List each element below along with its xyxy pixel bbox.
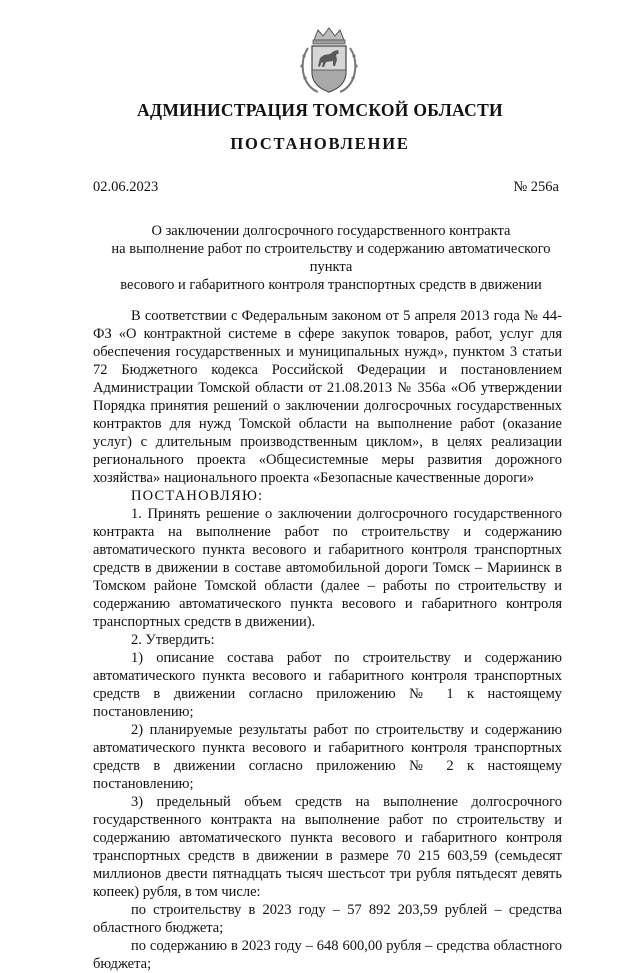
item-2-1-paragraph: 1) описание состава работ по строительству и содержанию автоматического пункта весового и габаритного контроля транспортных средств в движении согласно приложению № 1 к настоящему постановлению; [93, 650, 562, 720]
document-subject [100, 222, 562, 294]
item-2-2-paragraph: 2) планируемые результаты работ по строительству и содержанию автоматического пункта весового и габаритного контроля транспортных средств в движении согласно приложению № 2 к настоящему постановлению; [93, 722, 562, 792]
decree-word: ПОСТАНОВЛЯЮ: [131, 488, 264, 504]
subject-line: весового и габаритного контроля транспортных средств в движении [120, 277, 542, 293]
document-type-title: ПОСТАНОВЛЕНИЕ [230, 134, 410, 153]
preamble-paragraph: В соответствии с Федеральным законом от 5 апреля 2013 года № 44-ФЗ «О контрактной системе в сфере закупок товаров, работ, услуг для обеспечения государственных и муниципальных нужд», пунктом 3 статьи 72 Бюджетного кодекса Российской Федерации и постановлением Администрации Томской области от 21.08.2013 № 356а «Об утверждении Порядка принятия решений о заключении долгосрочных государственных контрактов для нужд Томской области на выполнение работ (оказание услуг) с длительным производственным циклом», в целях реализации регионального проекта «Общесистемные меры развития дорожного хозяйства» национального проекта «Безопасные качественные дороги» [93, 308, 562, 486]
item-2-3-paragraph: 3) предельный объем средств на выполнение долгосрочного государственного контракта на выполнение работ по строительству и содержанию автоматического пункта весового и габаритного контроля транспортных средств в движении в размере 70 215 603,59 (семьдесят миллионов двести пятнадцать тысяч шестьсот три рубля пятьдесят девять копеек) рубля, в том числе: [93, 794, 562, 900]
item-2-3-maintenance-paragraph: по содержанию в 2023 году – 648 600,00 рубля – средства областного бюджета; [93, 938, 562, 972]
tomsk-region-coat-of-arms-icon [296, 26, 362, 98]
subject-line: О заключении долгосрочного государственного контракта [151, 223, 511, 239]
item-2-3-construction-paragraph: по строительству в 2023 году – 57 892 203,59 рублей – средства областного бюджета; [93, 902, 562, 936]
organization-name: АДМИНИСТРАЦИЯ ТОМСКОЙ ОБЛАСТИ [137, 100, 503, 120]
document-body [93, 307, 562, 973]
document-date: 02.06.2023 [93, 179, 159, 195]
subject-line: на выполнение работ по строительству и содержанию автоматического пункта [111, 241, 551, 275]
item-1-paragraph: 1. Принять решение о заключении долгосрочного государственного контракта на выполнение работ по строительству и содержанию автоматического пункта весового и габаритного контроля транспортных средств в движении в составе автомобильной дороги Томск – Мариинск в Томском районе Томской области (далее – работы по строительству и содержанию автоматического пункта весового и габаритного контроля транспортных средств в движении). [93, 506, 562, 630]
document-number: № 256а [513, 179, 559, 195]
item-2-paragraph: 2. Утвердить: [131, 632, 215, 648]
